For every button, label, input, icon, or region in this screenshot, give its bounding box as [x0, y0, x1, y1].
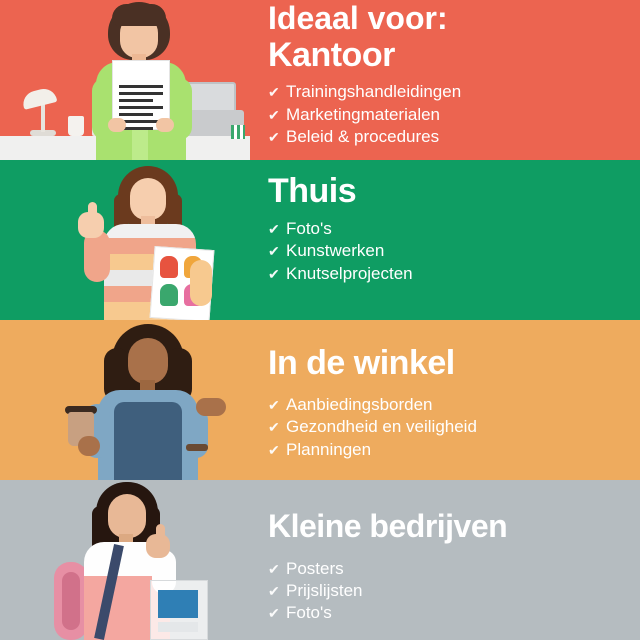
- band-kantoor: [0, 0, 640, 160]
- doc-line: [119, 99, 153, 102]
- list-item-label: Marketingmaterialen: [286, 104, 441, 124]
- text-thuis: [250, 160, 640, 320]
- bag-label: [158, 622, 198, 632]
- qr-code: [231, 125, 245, 139]
- left-hand: [78, 436, 100, 456]
- list-item-label: Gezondheid en veiligheid: [286, 417, 477, 437]
- check-icon: ✔: [268, 396, 280, 413]
- list-item: [268, 580, 640, 602]
- pointing-hand: [196, 398, 226, 416]
- list-thuis: [268, 218, 640, 285]
- handprint-red: [160, 256, 178, 278]
- doc-line: [119, 106, 163, 109]
- band-thuis: [0, 160, 640, 320]
- band-kleine-bedrijven: [0, 480, 640, 640]
- list-item-label: Aanbiedingsborden: [286, 394, 433, 414]
- doc-line: [119, 85, 163, 88]
- check-icon: ✔: [268, 441, 280, 458]
- list-item: [268, 263, 640, 285]
- list-kantoor: [268, 81, 640, 148]
- band-heading-kantoor: Kantoor: [268, 35, 395, 74]
- lamp-head: [21, 86, 58, 110]
- band-heading-thuis: Thuis: [268, 172, 357, 210]
- list-item: [268, 81, 640, 103]
- photo-retail-woman: [0, 320, 250, 480]
- doc-line: [119, 92, 163, 95]
- yoga-mat-inner: [62, 572, 80, 630]
- face: [130, 178, 166, 220]
- list-item: [268, 126, 640, 148]
- hair-fringe: [112, 4, 166, 26]
- list-item: [268, 394, 640, 416]
- thumb: [156, 524, 165, 539]
- list-item-label: Knutselprojecten: [286, 263, 413, 283]
- apron: [114, 402, 182, 480]
- right-hand: [156, 118, 174, 132]
- check-icon: ✔: [268, 583, 280, 600]
- check-icon: ✔: [268, 129, 280, 146]
- check-icon: ✔: [268, 605, 280, 622]
- list-item: [268, 104, 640, 126]
- list-item-label: Prijslijsten: [286, 581, 363, 601]
- bag-poster: [158, 590, 198, 618]
- band-heading-in-de-winkel: In de winkel: [268, 344, 455, 382]
- text-kleine-bedrijven: [250, 480, 640, 640]
- list-item: [268, 416, 640, 438]
- check-icon: ✔: [268, 106, 280, 123]
- list-item: [268, 602, 640, 624]
- list-item: [268, 218, 640, 240]
- band-in-de-winkel: [0, 320, 640, 480]
- list-item-label: Beleid & procedures: [286, 127, 440, 147]
- check-icon: ✔: [268, 419, 280, 436]
- list-item-label: Foto's: [286, 218, 332, 238]
- list-item: [268, 439, 640, 461]
- list-item-label: Kunstwerken: [286, 241, 385, 261]
- thumb: [88, 202, 97, 218]
- doc-line: [119, 113, 153, 116]
- handprint-green: [160, 284, 178, 306]
- lamp-stem: [41, 102, 45, 132]
- list-item-label: Foto's: [286, 603, 332, 623]
- check-icon: ✔: [268, 220, 280, 237]
- left-hand: [108, 118, 126, 132]
- list-kleine-bedrijven: [268, 558, 640, 625]
- text-kantoor: [250, 0, 640, 160]
- list-item-label: Planningen: [286, 439, 372, 459]
- list-item: [268, 240, 640, 262]
- text-in-de-winkel: [250, 320, 640, 480]
- desk-cup: [68, 116, 84, 136]
- check-icon: ✔: [268, 243, 280, 260]
- list-in-de-winkel: [268, 394, 640, 461]
- list-item: [268, 558, 640, 580]
- list-item-label: Posters: [286, 558, 344, 578]
- check-icon: ✔: [268, 84, 280, 101]
- check-icon: ✔: [268, 560, 280, 577]
- photo-girl-artwork: [0, 160, 250, 320]
- photo-office-woman: [0, 0, 250, 160]
- list-item-label: Trainingshandleidingen: [286, 82, 462, 102]
- face: [108, 494, 146, 538]
- face: [128, 338, 168, 384]
- photo-small-business-woman: [0, 480, 250, 640]
- right-arm: [190, 260, 212, 306]
- check-icon: ✔: [268, 265, 280, 282]
- band-heading-kleine-bedrijven: Kleine bedrijven: [268, 508, 508, 544]
- page-title: Ideaal voor:: [268, 0, 448, 36]
- wristwatch: [186, 444, 208, 451]
